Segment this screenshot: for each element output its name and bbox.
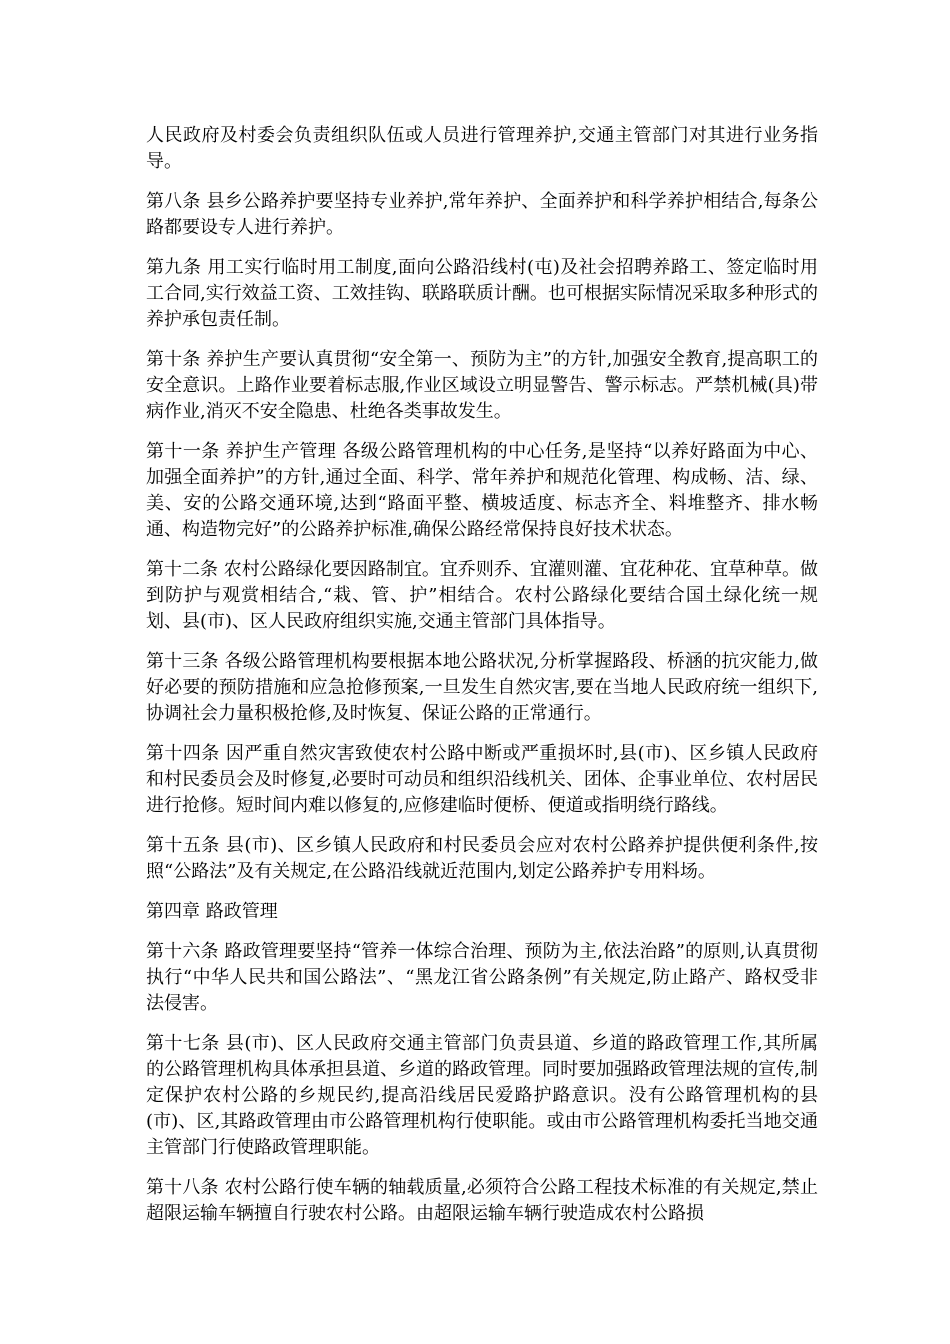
paragraph-article-8: 第八条 县乡公路养护要坚持专业养护,常年养护、全面养护和科学养护相结合,每条公路都要设专人进行养护。: [146, 191, 818, 238]
paragraph-article-15: 第十五条 县(市)、区乡镇人民政府和村民委员会应对农村公路养护提供便利条件,按照“公路法”及有关规定,在公路沿线就近范围内,划定公路养护专用料场。: [146, 835, 818, 882]
paragraph-article-13: 第十三条 各级公路管理机构要根据本地公路状况,分析掌握路段、桥涵的抗灾能力,做好必要的预防措施和应急抢修预案,一旦发生自然灾害,要在当地人民政府统一组织下,协调社会力量积极抢修,及时恢复、保证公路的正常通行。: [146, 651, 818, 724]
paragraph-article-9: 第九条 用工实行临时用工制度,面向公路沿线村(屯)及社会招聘养路工、签定临时用工合同,实行效益工资、工效挂钩、联路联质计酬。也可根据实际情况采取多种形式的养护承包责任制。: [146, 257, 818, 330]
paragraph-article-10: 第十条 养护生产要认真贯彻“安全第一、预防为主”的方针,加强安全教育,提高职工的安全意识。上路作业要着标志服,作业区域设立明显警告、警示标志。严禁机械(具)带病作业,消灭不安全隐患、杜绝各类事故发生。: [146, 349, 818, 422]
paragraph-article-18: 第十八条 农村公路行使车辆的轴载质量,必须符合公路工程技术标准的有关规定,禁止超限运输车辆擅自行驶农村公路。由超限运输车辆行驶造成农村公路损: [146, 1177, 818, 1224]
document-page: [146, 123, 818, 1241]
paragraph-article-11: 第十一条 养护生产管理 各级公路管理机构的中心任务,是坚持“以养好路面为中心、加强全面养护”的方针,通过全面、科学、常年养护和规范化管理、构成畅、洁、绿、美、安的公路交通环境,达到“路面平整、横坡适度、标志齐全、料堆整齐、排水畅通、构造物完好”的公路养护标准,确保公路经常保持良好技术状态。: [146, 441, 818, 540]
paragraph-article-12: 第十二条 农村公路绿化要因路制宜。宜乔则乔、宜灌则灌、宜花种花、宜草种草。做到防护与观赏相结合,“栽、管、护”相结合。农村公路绿化要结合国土绿化统一规划、县(市)、区人民政府组织实施,交通主管部门具体指导。: [146, 559, 818, 632]
paragraph-article-7-continued: 人民政府及村委会负责组织队伍或人员进行管理养护,交通主管部门对其进行业务指导。: [146, 125, 818, 172]
paragraph-article-17: 第十七条 县(市)、区人民政府交通主管部门负责县道、乡道的路政管理工作,其所属的公路管理机构具体承担县道、乡道的路政管理。同时要加强路政管理法规的宣传,制定保护农村公路的乡规民约,提高沿线居民爱路护路意识。没有公路管理机构的县(市)、区,其路政管理由市公路管理机构行使职能。或由市公路管理机构委托当地交通主管部门行使路政管理职能。: [146, 1033, 818, 1158]
paragraph-article-14: 第十四条 因严重自然灾害致使农村公路中断或严重损坏时,县(市)、区乡镇人民政府和村民委员会及时修复,必要时可动员和组织沿线机关、团体、企事业单位、农村居民进行抢修。短时间内难以修复的,应修建临时便桥、便道或指明绕行路线。: [146, 743, 818, 816]
chapter-heading: 第四章 路政管理: [146, 901, 278, 922]
paragraph-article-16: 第十六条 路政管理要坚持“管养一体综合治理、预防为主,依法治路”的原则,认真贯彻执行“中华人民共和国公路法”、“黑龙江省公路条例”有关规定,防止路产、路权受非法侵害。: [146, 941, 818, 1014]
